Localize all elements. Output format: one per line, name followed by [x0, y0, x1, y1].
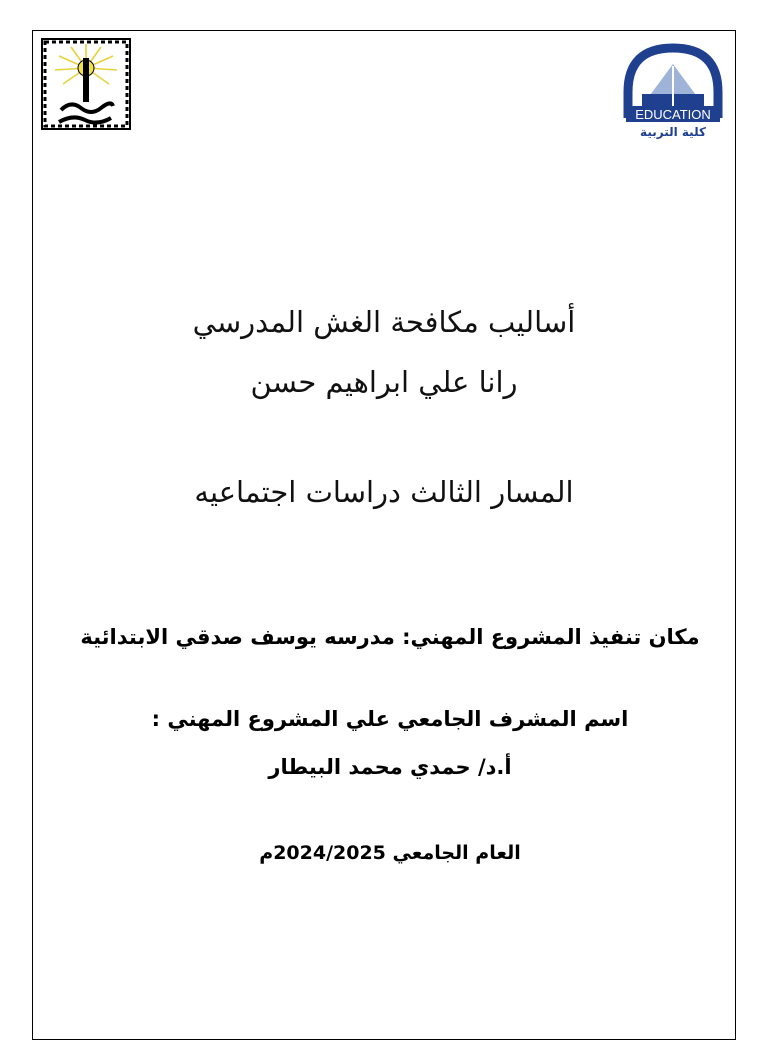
supervisor-name: أ.د/ حمدي محمد البيطار	[268, 755, 512, 779]
academic-year: العام الجامعي 2024/2025م	[259, 842, 521, 864]
author-name: رانا علي ابراهيم حسن	[250, 365, 518, 399]
faculty-logo-english-text: EDUCATION	[635, 107, 711, 122]
study-track: المسار الثالث دراسات اجتماعيه	[194, 475, 574, 509]
supervisor-label: اسم المشرف الجامعي علي المشروع المهني :	[151, 707, 629, 731]
page-border	[32, 30, 736, 1040]
university-logo	[41, 38, 131, 130]
faculty-logo-arabic-text: كلية التربية	[640, 125, 706, 139]
project-venue: مكان تنفيذ المشروع المهني: مدرسه يوسف صدقي الابتدائية	[80, 625, 700, 649]
research-title: أساليب مكافحة الغش المدرسي	[192, 305, 576, 339]
faculty-of-education-logo	[620, 42, 726, 140]
